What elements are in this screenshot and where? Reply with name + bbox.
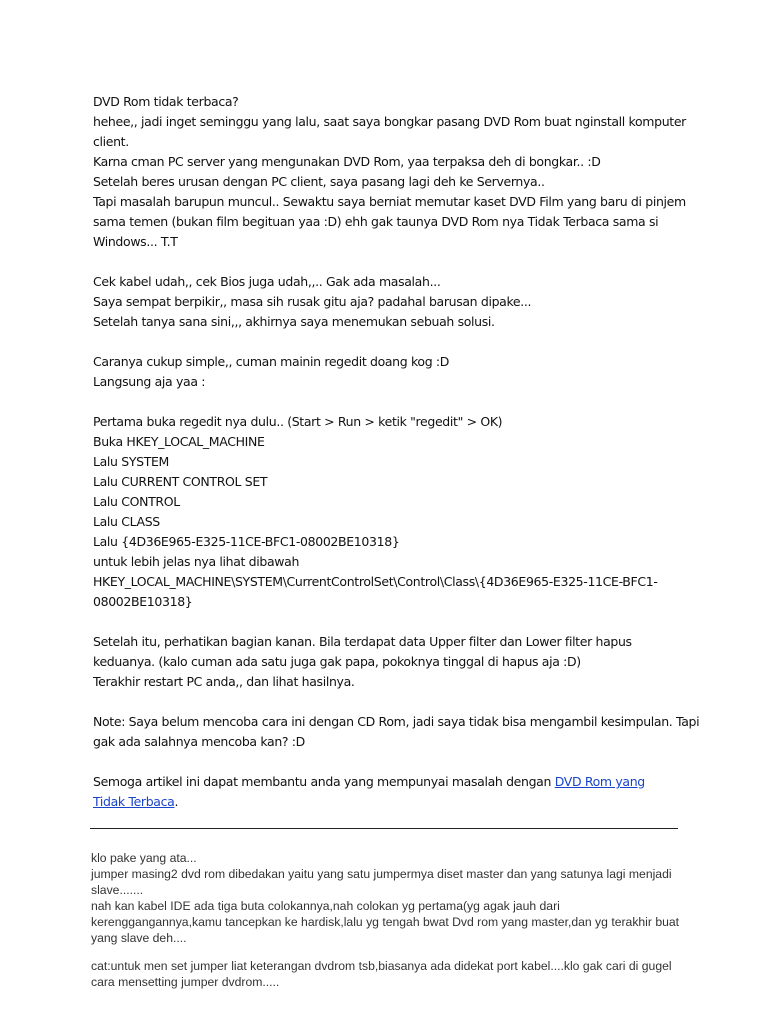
- article-line: keduanya. (kalo cuman ada satu juga gak papa, pokoknya tinggal di hapus aja :D): [93, 654, 581, 669]
- paragraph-gap: [93, 612, 678, 632]
- article-line: Saya sempat berpikir,, masa sih rusak gitu aja? padahal barusan dipake...: [93, 294, 532, 309]
- horizontal-divider: [90, 828, 678, 829]
- article-line: Setelah itu, perhatikan bagian kanan. Bila terdapat data Upper filter dan Lower filter hapus: [93, 634, 632, 649]
- article-line: hehee,, jadi inget seminggu yang lalu, saat saya bongkar pasang DVD Rom buat nginstall komputer: [93, 114, 686, 129]
- comment-1-text: klo pake yang ata... jumper masing2 dvd rom dibedakan yaitu yang satu jumpermya diset master dan yang satunya lagi menjadi slave....... nah kan kabel IDE ada tiga buta colokannya,nah colokan yg pertama(yg agak jauh dari kerenggangannya,kamu tancepkan ke hardisk,lalu yg tengah bwat Dvd rom yang master,dan yg terakhir buat yang slave deh....: [91, 851, 680, 945]
- article-line: Setelah beres urusan dengan PC client, saya pasang lagi deh ke Servernya..: [93, 174, 545, 189]
- comment-1: [91, 850, 691, 946]
- article-line: Caranya cukup simple,, cuman mainin regedit doang kog :D: [93, 354, 450, 369]
- article-line: Buka HKEY_LOCAL_MACHINE: [93, 434, 265, 449]
- paragraph-gap: [93, 692, 678, 712]
- article-line: Lalu CLASS: [93, 514, 160, 529]
- closing-paragraph: [93, 772, 678, 812]
- article-title: DVD Rom tidak terbaca?: [93, 94, 239, 109]
- article-line: Setelah tanya sana sini,,, akhirnya saya menemukan sebuah solusi.: [93, 314, 495, 329]
- article-line: Karna cman PC server yang mengunakan DVD Rom, yaa terpaksa deh di bongkar.. :D: [93, 154, 601, 169]
- paragraph-gap: [93, 332, 678, 352]
- article-line: Lalu SYSTEM: [93, 454, 169, 469]
- comment-2-text: cat:untuk men set jumper liat keterangan dvdrom tsb,biasanya ada didekat port kabel....klo gak cari di gugel cara mensetting jumper dvdrom.....: [91, 959, 672, 989]
- article-line: Terakhir restart PC anda,, dan lihat hasilnya.: [93, 674, 355, 689]
- closing-period: .: [174, 794, 179, 809]
- dvd-rom-article-link[interactable]: DVD Rom yang Tidak Terbaca: [93, 774, 645, 809]
- closing-text: Semoga artikel ini dapat membantu anda yang mempunyai masalah dengan: [93, 774, 555, 789]
- article-line: Lalu CURRENT CONTROL SET: [93, 474, 268, 489]
- article-line: sama temen (bukan film begituan yaa :D) ehh gak taunya DVD Rom nya Tidak Terbaca sama si: [93, 214, 659, 229]
- paragraph-gap: [93, 752, 678, 772]
- article-line: untuk lebih jelas nya lihat dibawah: [93, 554, 300, 569]
- article-line: client.: [93, 134, 129, 149]
- article-line: Langsung aja yaa :: [93, 374, 206, 389]
- paragraph-gap: [93, 392, 678, 412]
- article-line: gak ada salahnya mencoba kan? :D: [93, 734, 305, 749]
- article-line: Cek kabel udah,, cek Bios juga udah,,.. Gak ada masalah...: [93, 274, 441, 289]
- article-line: 08002BE10318}: [93, 594, 193, 609]
- comments-section: [91, 850, 691, 990]
- article-line: Note: Saya belum mencoba cara ini dengan CD Rom, jadi saya tidak bisa mengambil kesimpulan. Tapi: [93, 714, 700, 729]
- article-line: HKEY_LOCAL_MACHINE\SYSTEM\CurrentControlSet\Control\Class\{4D36E965-E325-11CE-BFC1-: [93, 574, 658, 589]
- article-line: Lalu {4D36E965-E325-11CE-BFC1-08002BE10318}: [93, 534, 400, 549]
- paragraph-gap: [93, 252, 678, 272]
- article-line: Windows... T.T: [93, 234, 178, 249]
- article-line: Lalu CONTROL: [93, 494, 180, 509]
- article-line: Tapi masalah barupun muncul.. Sewaktu saya berniat memutar kaset DVD Film yang baru di pinjem: [93, 194, 686, 209]
- article-line: Pertama buka regedit nya dulu.. (Start > Run > ketik "regedit" > OK): [93, 414, 503, 429]
- article-body: [93, 92, 700, 812]
- comment-2: [91, 958, 691, 990]
